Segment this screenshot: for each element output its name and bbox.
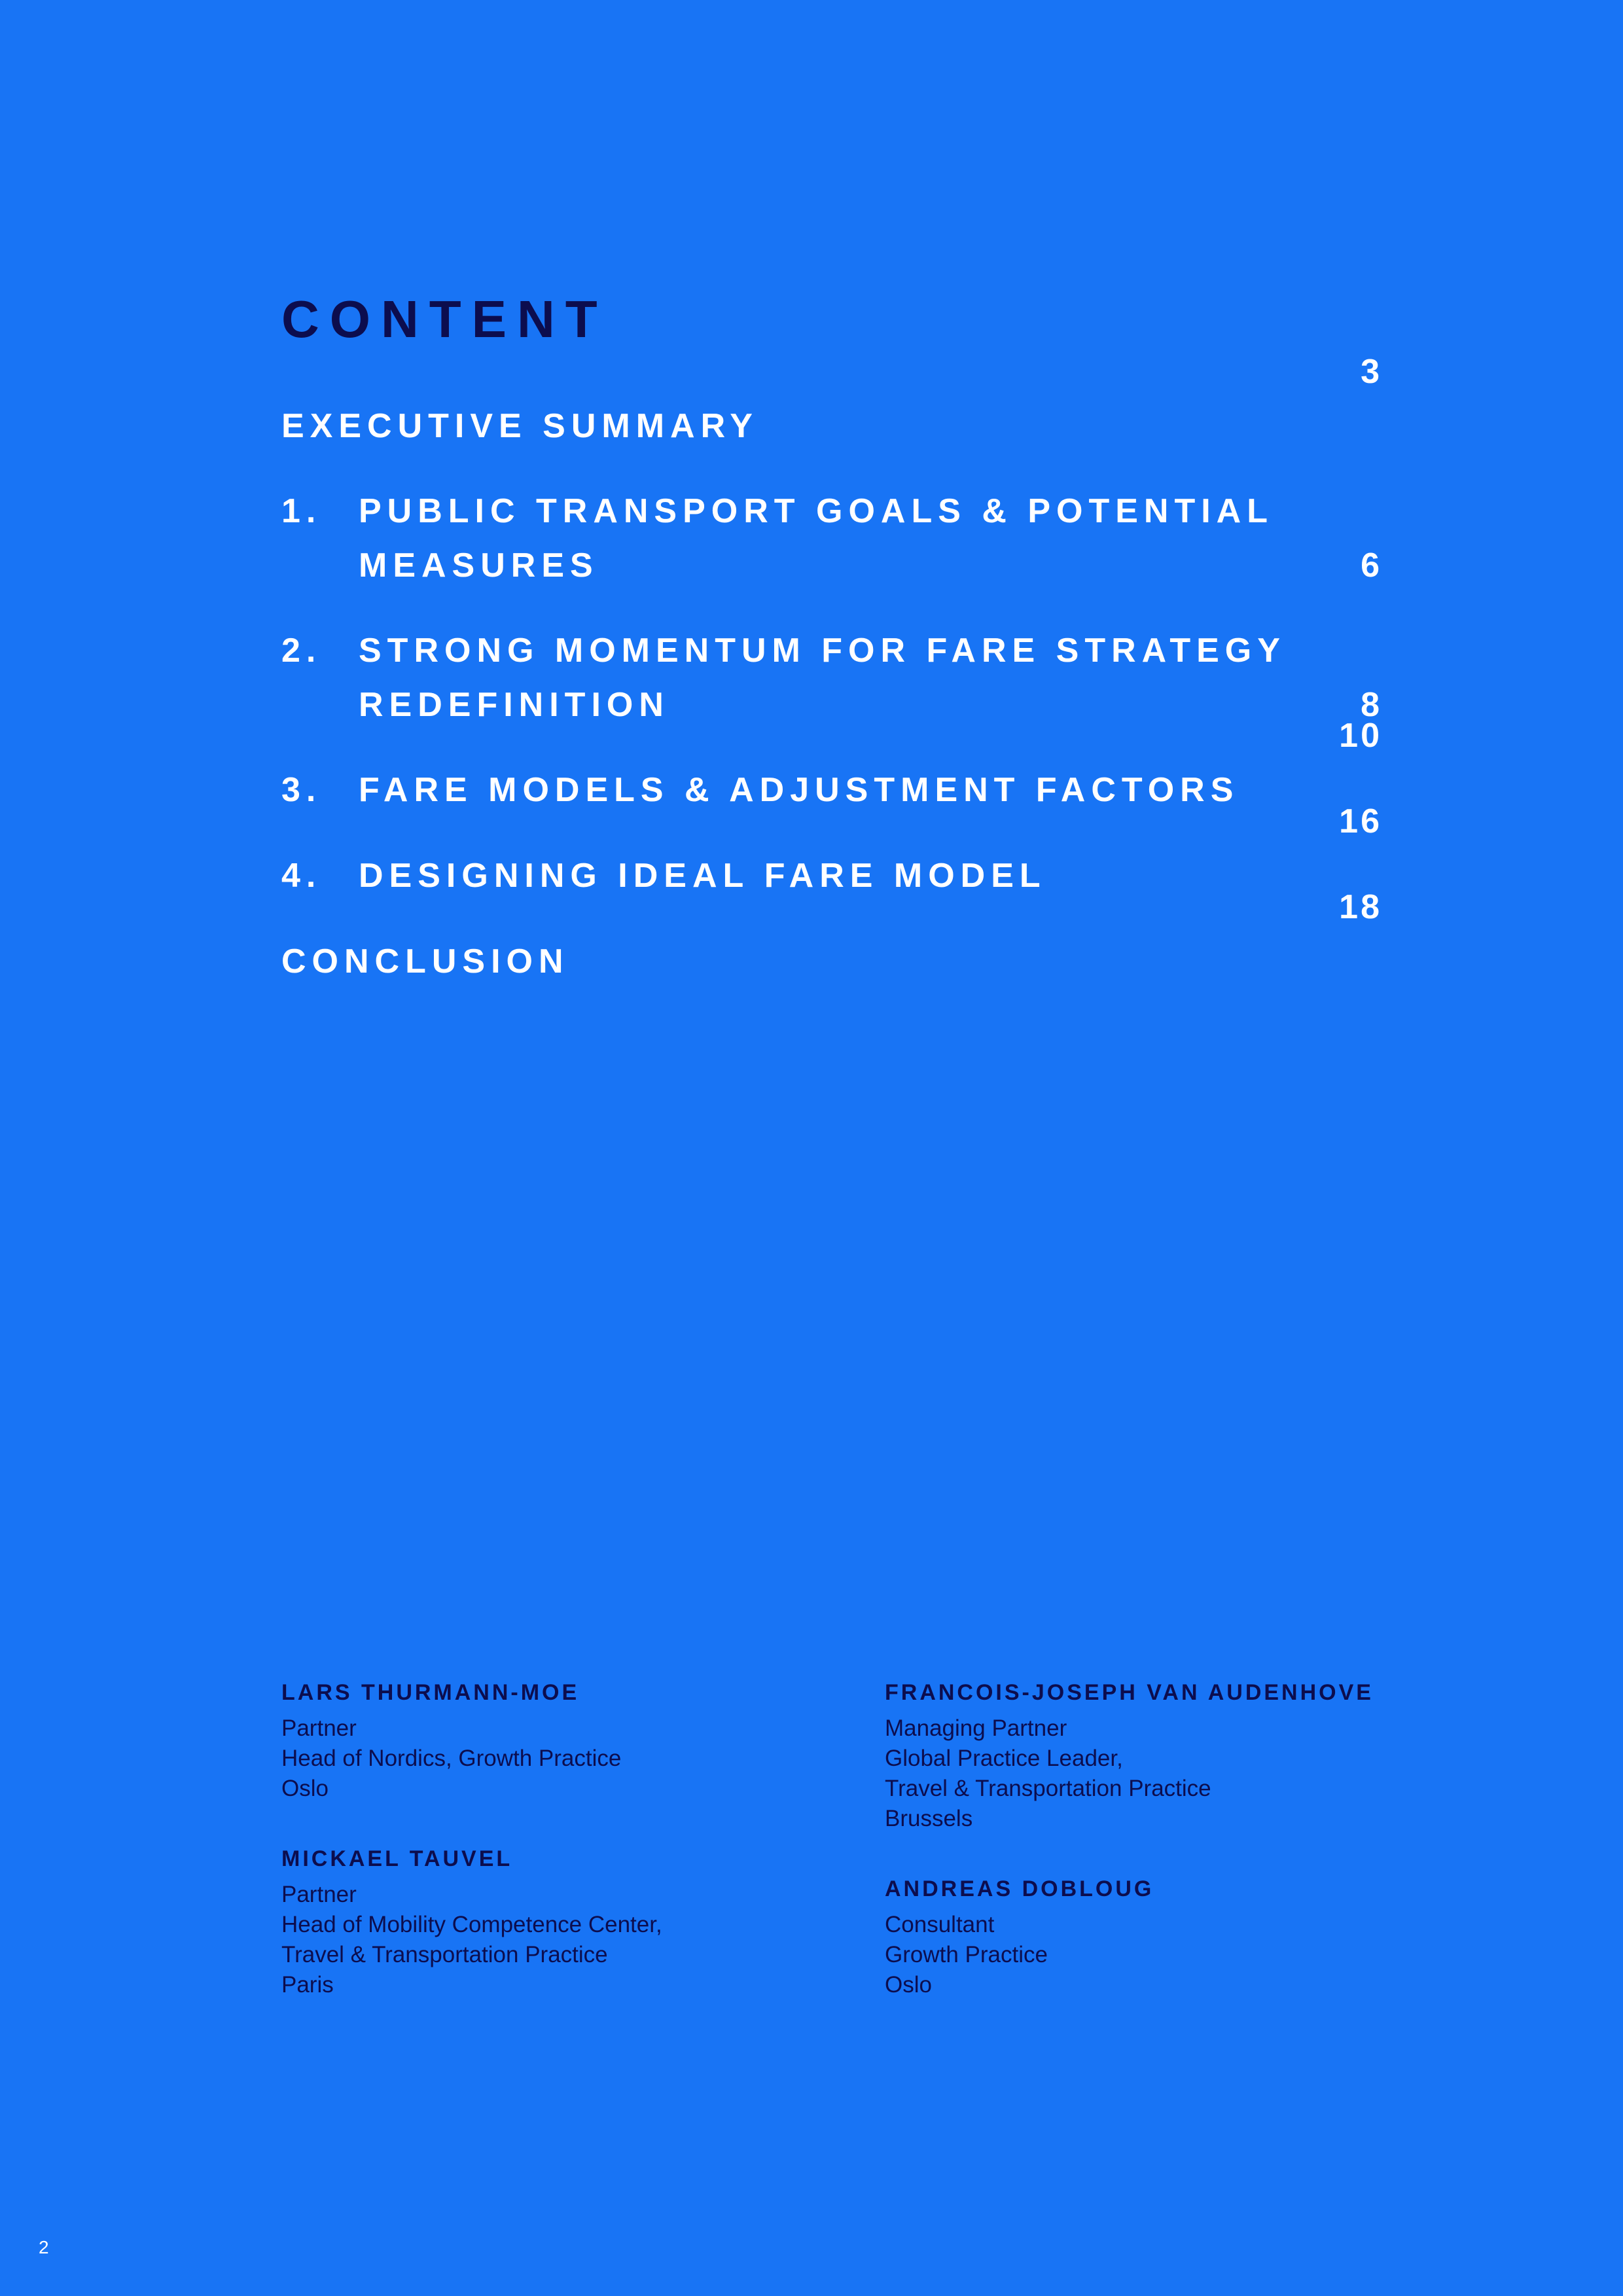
page-number: 2 — [39, 2237, 49, 2257]
author-card — [281, 1846, 805, 2000]
author-role: Head of Mobility Competence Center, — [281, 1912, 662, 1937]
toc-item-number: 3. — [281, 771, 322, 809]
author-role: Consultant — [885, 1912, 995, 1937]
author-name: ANDREAS DOBLOUG — [885, 1876, 1154, 1901]
author-card — [885, 1679, 1408, 1834]
toc-item-2[interactable] — [281, 624, 1382, 732]
author-card — [885, 1876, 1408, 2000]
author-role: Managing Partner — [885, 1715, 1067, 1741]
toc-item-number: 1. — [281, 492, 322, 530]
toc-item-number: 2. — [281, 632, 322, 670]
toc-item-page: 10 — [1339, 717, 1382, 755]
author-role: Travel & Transportation Practice — [281, 1942, 608, 1967]
toc-item-title: DESIGNING IDEAL FARE MODEL — [359, 857, 1046, 895]
author-name: MICKAEL TAUVEL — [281, 1846, 513, 1871]
page-title: CONTENT — [281, 290, 608, 348]
toc-item-title: EXECUTIVE SUMMARY — [281, 407, 758, 445]
author-location: Brussels — [885, 1806, 973, 1831]
toc-item-number: 4. — [281, 857, 322, 895]
author-role: Global Practice Leader, — [885, 1746, 1123, 1771]
toc-item-page: 16 — [1339, 802, 1382, 840]
toc-item-title: STRONG MOMENTUM FOR FARE STRATEGY REDEFINITION — [359, 632, 1285, 724]
author-name: LARS THURMANN-MOE — [281, 1680, 580, 1705]
toc-item-title: FARE MODELS & ADJUSTMENT FACTORS — [359, 771, 1240, 809]
toc-item-title: PUBLIC TRANSPORT GOALS & POTENTIAL MEASURES — [359, 492, 1274, 584]
toc-item-page: 8 — [1361, 686, 1382, 724]
author-location: Oslo — [885, 1972, 932, 1998]
toc-item-page: 6 — [1361, 547, 1382, 584]
toc-item-1[interactable] — [281, 484, 1382, 593]
author-location: Oslo — [281, 1776, 329, 1801]
author-name: FRANCOIS-JOSEPH VAN AUDENHOVE — [885, 1680, 1374, 1705]
author-location: Paris — [281, 1972, 334, 1998]
toc-item-page: 18 — [1339, 888, 1382, 926]
author-role: Partner — [281, 1715, 357, 1741]
author-role: Head of Nordics, Growth Practice — [281, 1746, 622, 1771]
toc-item-page: 3 — [1361, 353, 1382, 391]
toc-item-title: CONCLUSION — [281, 942, 569, 980]
author-role: Growth Practice — [885, 1942, 1048, 1967]
author-role: Travel & Transportation Practice — [885, 1776, 1211, 1801]
author-role: Partner — [281, 1882, 357, 1907]
author-card — [281, 1679, 805, 1804]
